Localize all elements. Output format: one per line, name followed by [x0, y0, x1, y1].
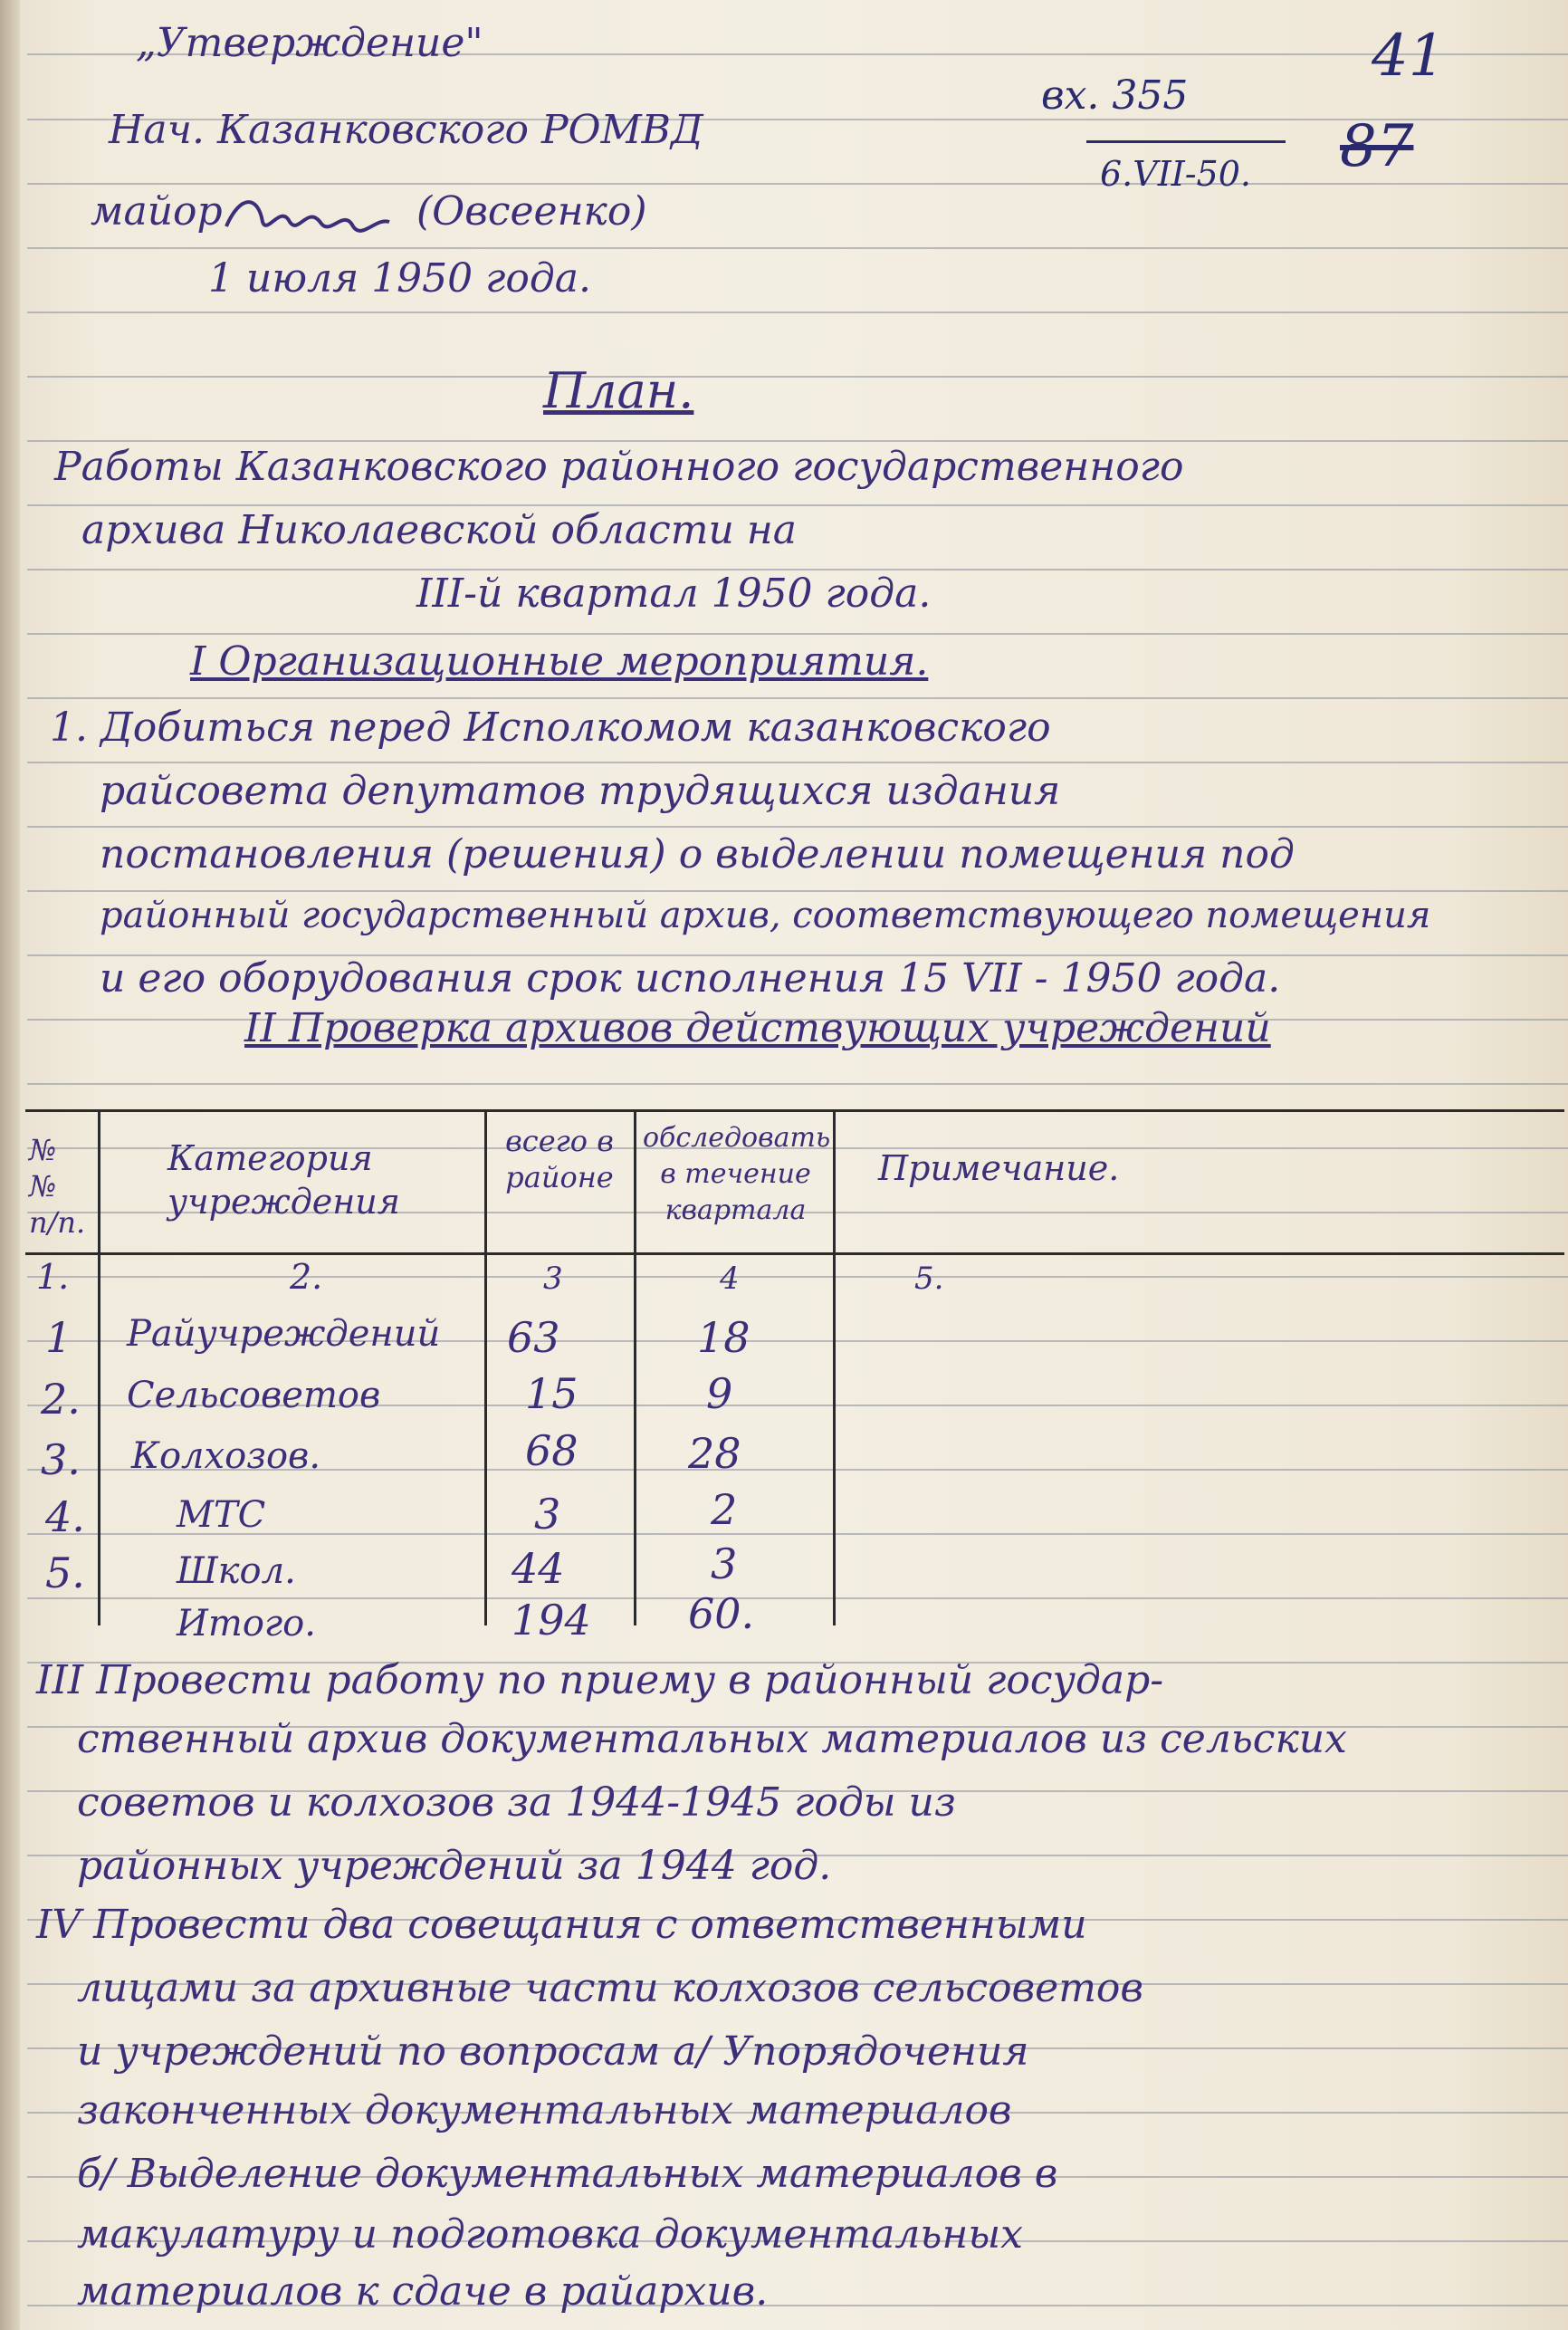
row4-num: 4. — [45, 1492, 85, 1541]
approval-heading: „Утверждение" — [136, 20, 483, 66]
row2-checked: 9 — [706, 1369, 733, 1418]
row3-checked: 28 — [688, 1429, 741, 1478]
approval-line2: майор — [91, 188, 223, 235]
table-vline-3 — [634, 1109, 636, 1625]
total-row-label: Итого. — [177, 1603, 316, 1644]
row1-checked: 18 — [697, 1313, 751, 1362]
row1-total: 63 — [507, 1313, 560, 1362]
sheet-number-crossed: 87 — [1340, 113, 1414, 180]
section1-item1-line1: 1. Добиться перед Исполкомом казанковского — [50, 705, 1051, 751]
approval-name: (Овсеенко) — [416, 188, 647, 235]
colnum-3: 3 — [543, 1261, 563, 1297]
row3-total: 68 — [525, 1426, 578, 1475]
table-header-category: Категория учреждения — [167, 1138, 400, 1222]
row4-total: 3 — [534, 1490, 561, 1539]
subtitle-line1: Работы Казанковского районного государственного — [54, 444, 1184, 490]
section1-item1-line2: райсовета депутатов трудящихся издания — [100, 768, 1061, 814]
table-vline-1 — [98, 1109, 100, 1625]
colnum-4: 4 — [720, 1261, 740, 1297]
section4-line7: материалов к сдаче в райархив. — [77, 2268, 769, 2315]
registry-divider — [1086, 140, 1286, 143]
section1-item1-line3: постановления (решения) о выделении помещения под — [100, 831, 1295, 877]
section4-line2: лицами за архивные части колхозов сельсоветов — [77, 1965, 1144, 2011]
section4-line3: и учреждений по вопросам а/ Упорядочения — [77, 2028, 1029, 2075]
section4-line5: б/ Выделение документальных материалов в — [77, 2151, 1058, 2197]
section3-line2: ственный архив документальных материалов из сельских — [77, 1716, 1347, 1762]
row4-category: МТС — [177, 1494, 266, 1536]
section1-item1-line4: районный государственный архив, соответствующего помещения — [100, 895, 1431, 936]
sheet-number: 41 — [1372, 23, 1446, 90]
row3-num: 3. — [41, 1435, 81, 1484]
section2-heading: II Проверка архивов действующих учреждений — [244, 1005, 1271, 1051]
section4-line1: IV Провести два совещания с ответственными — [36, 1902, 1087, 1948]
colnum-1: 1. — [36, 1257, 70, 1297]
row1-num: 1 — [45, 1313, 72, 1362]
row5-category: Школ. — [177, 1550, 296, 1592]
total-row-total: 194 — [512, 1596, 591, 1644]
table-header-note: Примечание. — [878, 1148, 1120, 1188]
section1-heading: I Организационные мероприятия. — [190, 638, 929, 685]
row4-checked: 2 — [711, 1485, 738, 1534]
section3-line4: районных учреждений за 1944 год. — [77, 1843, 832, 1889]
plan-title: План. — [543, 362, 694, 419]
section1-item1-line5: и его оборудования срок исполнения 15 VII - 1950 года. — [100, 955, 1281, 1002]
director-signature — [217, 186, 398, 249]
row2-num: 2. — [41, 1375, 81, 1424]
total-row-checked: 60. — [688, 1589, 755, 1638]
section4-line6: макулатуру и подготовка документальных — [77, 2211, 1023, 2258]
section4-line4: законченных документальных материалов — [77, 2087, 1012, 2133]
table-top-border — [25, 1109, 1564, 1112]
row3-category: Колхозов. — [131, 1435, 321, 1477]
row2-category: Сельсоветов — [127, 1375, 381, 1416]
table-header-num: № № п/п. — [29, 1133, 86, 1240]
table-vline-4 — [833, 1109, 836, 1625]
colnum-2: 2. — [290, 1257, 323, 1297]
row5-num: 5. — [45, 1549, 85, 1597]
section3-line1: III Провести работу по приему в районный государ- — [36, 1657, 1164, 1703]
row5-total: 44 — [512, 1544, 565, 1593]
page-binding-edge — [0, 0, 20, 2330]
row2-total: 15 — [525, 1369, 578, 1418]
approval-date: 1 июля 1950 года. — [208, 255, 591, 302]
subtitle-line2: архива Николаевской области на — [81, 507, 797, 553]
subtitle-line3: III-й квартал 1950 года. — [416, 571, 932, 617]
registry-date: 6.VII-50. — [1100, 154, 1251, 194]
table-vline-2 — [484, 1109, 487, 1625]
table-header-checked: обследовать в течение квартала — [643, 1122, 831, 1226]
registry-number: вх. 355 — [1041, 72, 1189, 119]
colnum-5: 5. — [914, 1261, 944, 1297]
section3-line3: советов и колхозов за 1944-1945 годы из — [77, 1779, 956, 1826]
table-header-total: всего в районе — [505, 1124, 614, 1194]
table-header-border — [25, 1252, 1564, 1255]
row1-category: Райучреждений — [127, 1313, 441, 1355]
row5-checked: 3 — [711, 1539, 738, 1588]
approval-line1: Нач. Казанковского РОМВД — [109, 107, 703, 153]
